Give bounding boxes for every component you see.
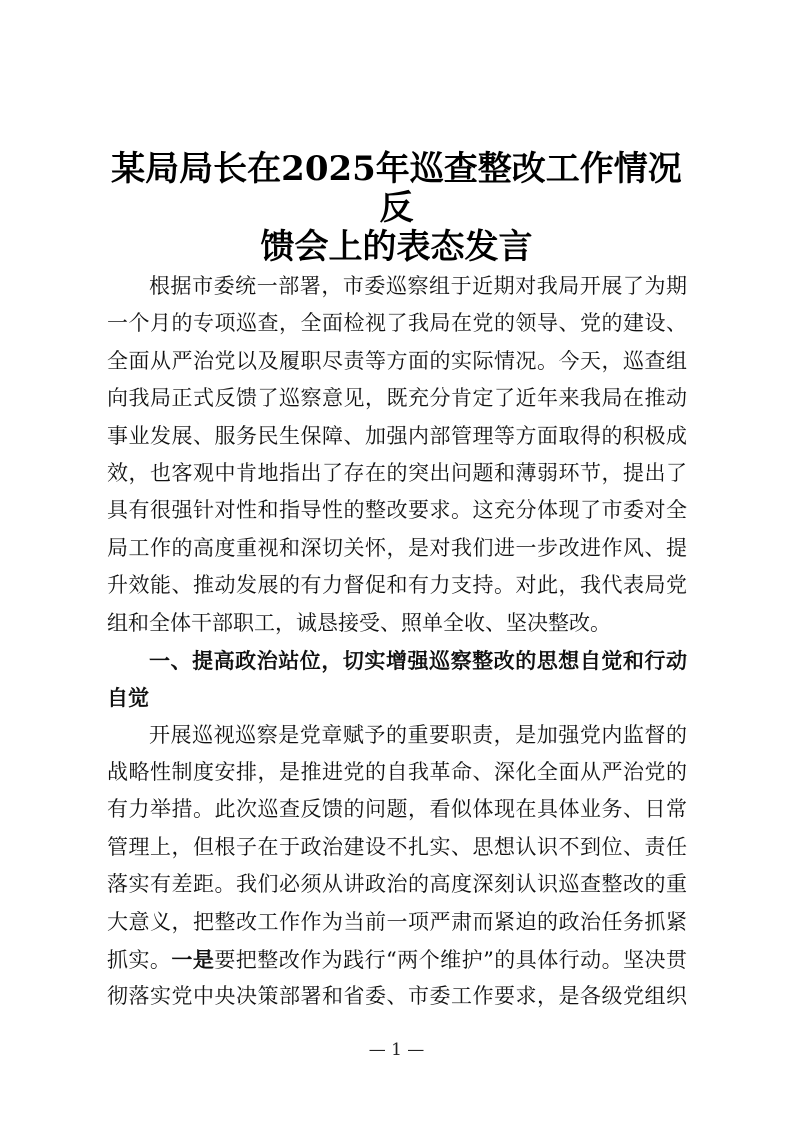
paragraph-line: 升效能、推动发展的有力督促和有力支持。对此，我代表局党 xyxy=(107,573,687,598)
paragraph-line: 自觉 xyxy=(107,685,149,711)
section-heading-1 xyxy=(107,642,687,717)
paragraph-line: 一个月的专项巡查，全面检视了我局在党的领导、党的建设、 xyxy=(107,311,687,336)
paragraph-line: 事业发展、服务民生保障、加强内部管理等方面取得的积极成 xyxy=(107,423,687,448)
paragraph-line: 开展巡视巡察是党章赋予的重要职责，是加强党内监督的 xyxy=(149,722,687,747)
paragraph-line: 根据市委统一部署，市委巡察组于近期对我局开展了为期 xyxy=(149,274,687,298)
text-segment: 要把整改作为践行“两个维护”的具体行动。坚决贯 xyxy=(214,948,687,973)
paragraph-line: 具有很强针对性和指导性的整改要求。这充分体现了市委对全 xyxy=(107,498,687,523)
bold-lead: 一是 xyxy=(171,947,215,973)
paragraph-line: 管理上，但根子在于政治建设不扎实、思想认识不到位、责任 xyxy=(107,834,687,859)
paragraph-line: 战略性制度安排，是推进党的自我革命、深化全面从严治党的 xyxy=(107,760,687,785)
paragraph-line: 向我局正式反馈了巡察意见，既充分肯定了近年来我局在推动 xyxy=(107,386,687,411)
paragraph-line xyxy=(107,941,687,978)
title-line-2: 馈会上的表态发言 xyxy=(260,227,533,267)
document-body xyxy=(107,268,687,1016)
paragraph-line: 效，也客观中肯地指出了存在的突出问题和薄弱环节，提出了 xyxy=(107,460,687,485)
paragraph-intro xyxy=(107,268,687,642)
paragraph-section-1 xyxy=(107,717,687,941)
document-title xyxy=(100,150,693,267)
paragraph-line: 组和全体干部职工，诚恳接受、照单全收、坚决整改。 xyxy=(107,610,611,635)
paragraph-line: 彻落实党中央决策部署和省委、市委工作要求，是各级党组织 xyxy=(107,984,687,1009)
text-segment: 抓实。 xyxy=(107,948,172,973)
paragraph-line: 一、提高政治站位，切实增强巡察整改的思想自觉和行动 xyxy=(149,647,687,673)
paragraph-line: 大意义，把整改工作作为当前一项严肃而紧迫的政治任务抓紧 xyxy=(107,909,687,934)
paragraph-line: 有力举措。此次巡查反馈的问题，看似体现在具体业务、日常 xyxy=(107,797,687,822)
paragraph-line: 局工作的高度重视和深切关怀，是对我们进一步改进作风、提 xyxy=(107,535,687,560)
paragraph-line: 全面从严治党以及履职尽责等方面的实际情况。今天，巡查组 xyxy=(107,348,687,373)
title-line-1: 某局局长在2025年巡查整改工作情况反 xyxy=(111,149,682,228)
paragraph-line: 落实有差距。我们必须从讲政治的高度深刻认识巡查整改的重 xyxy=(107,872,687,897)
page-number: — 1 — xyxy=(368,1040,425,1060)
